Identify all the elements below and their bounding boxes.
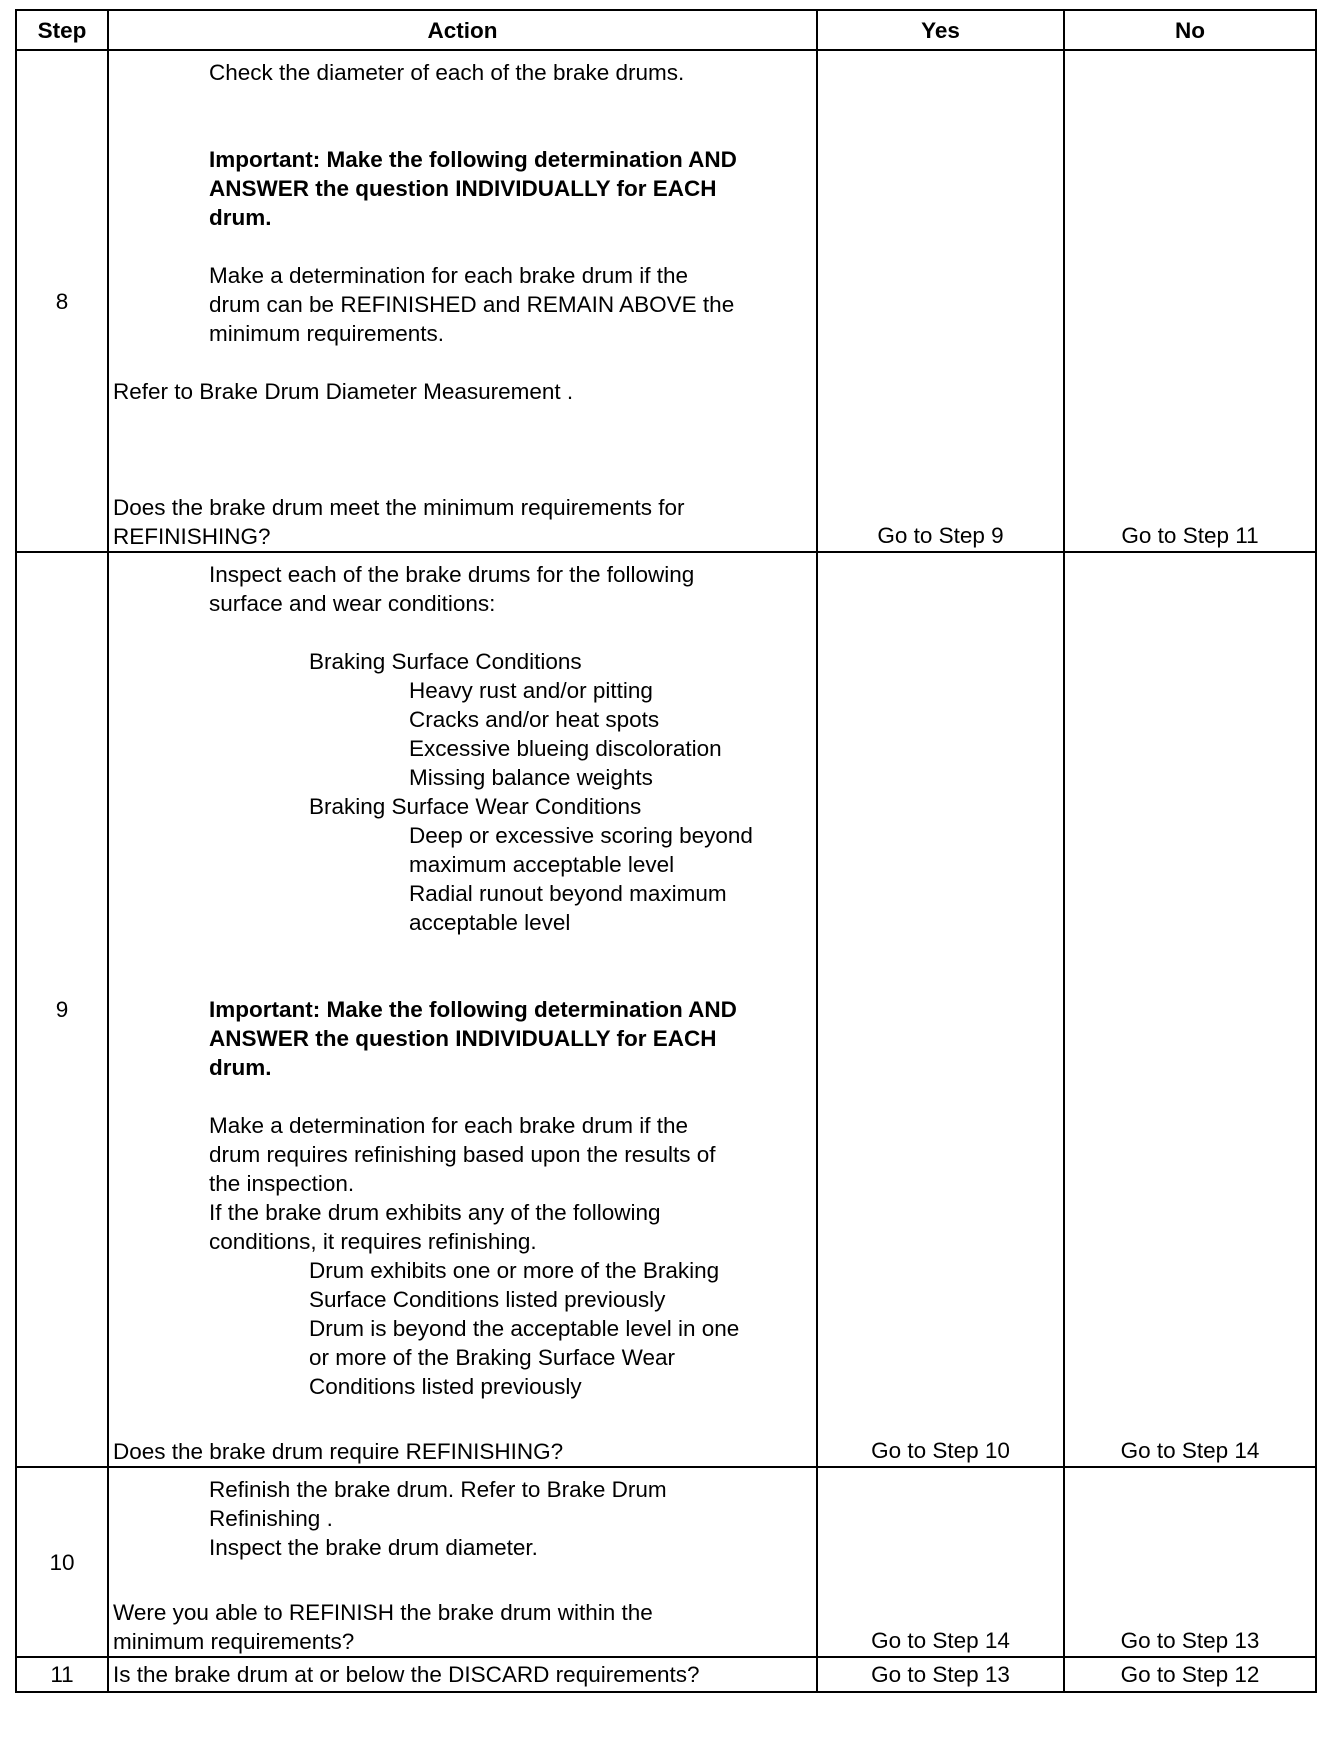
table-row-step-10 — [16, 1467, 1316, 1657]
action-text: If the brake drum exhibits any of the following — [209, 1200, 661, 1225]
condition-heading: Braking Surface Conditions — [309, 649, 582, 674]
header-action: Action — [108, 10, 817, 50]
list-item: or more of the Braking Surface Wear — [309, 1345, 675, 1370]
action-text: minimum requirements. — [209, 321, 445, 346]
list-item: maximum acceptable level — [409, 852, 675, 877]
action-cell — [108, 1467, 817, 1657]
action-text: conditions, it requires refinishing. — [209, 1229, 537, 1254]
action-text: Inspect the brake drum diameter. — [209, 1535, 538, 1560]
no-answer: Go to Step 14 — [1064, 552, 1316, 1467]
table-row-step-8 — [16, 50, 1316, 552]
header-no: No — [1064, 10, 1316, 50]
important-note: Important: Make the following determination AND — [209, 997, 737, 1022]
action-text: Refinishing . — [209, 1506, 333, 1531]
step-number: 11 — [16, 1657, 108, 1692]
table-row-step-11 — [16, 1657, 1316, 1692]
list-item: Excessive blueing discoloration — [409, 736, 722, 761]
list-item: Deep or excessive scoring beyond — [409, 823, 753, 848]
question-text: Were you able to REFINISH the brake drum within the — [113, 1600, 653, 1625]
reference-text: Refer to Brake Drum Diameter Measurement . — [113, 379, 574, 404]
list-item: Surface Conditions listed previously — [309, 1287, 666, 1312]
diagnostic-table — [15, 9, 1317, 1693]
action-cell — [108, 50, 817, 552]
yes-answer: Go to Step 9 — [817, 50, 1064, 552]
yes-answer: Go to Step 10 — [817, 552, 1064, 1467]
list-item: Radial runout beyond maximum — [409, 881, 727, 906]
important-note: drum. — [209, 1055, 272, 1080]
action-text: the inspection. — [209, 1171, 355, 1196]
list-item: Conditions listed previously — [309, 1374, 582, 1399]
question-text: REFINISHING? — [113, 524, 271, 549]
question-text: minimum requirements? — [113, 1629, 355, 1654]
action-text: Refinish the brake drum. Refer to Brake Drum — [209, 1477, 667, 1502]
action-text: Make a determination for each brake drum if the — [209, 263, 688, 288]
question-text: Does the brake drum meet the minimum requirements for — [113, 495, 685, 520]
header-yes: Yes — [817, 10, 1064, 50]
yes-answer: Go to Step 14 — [817, 1467, 1064, 1657]
no-answer: Go to Step 13 — [1064, 1467, 1316, 1657]
table-row-step-9 — [16, 552, 1316, 1467]
step-number: 8 — [16, 50, 108, 552]
list-item: Missing balance weights — [409, 765, 653, 790]
action-text: drum can be REFINISHED and REMAIN ABOVE the — [209, 292, 735, 317]
no-answer: Go to Step 11 — [1064, 50, 1316, 552]
yes-answer: Go to Step 13 — [817, 1657, 1064, 1692]
action-cell — [108, 1657, 817, 1692]
important-note: ANSWER the question INDIVIDUALLY for EACH — [209, 176, 717, 201]
list-item: Cracks and/or heat spots — [409, 707, 660, 732]
question-text: Does the brake drum require REFINISHING? — [113, 1439, 564, 1464]
action-text: Check the diameter of each of the brake drums. — [209, 60, 685, 85]
action-text: surface and wear conditions: — [209, 591, 496, 616]
question-text: Is the brake drum at or below the DISCARD requirements? — [113, 1662, 700, 1687]
list-item: Drum exhibits one or more of the Braking — [309, 1258, 720, 1283]
header-row — [16, 10, 1316, 50]
important-note: drum. — [209, 205, 272, 230]
list-item: Heavy rust and/or pitting — [409, 678, 653, 703]
list-item: Drum is beyond the acceptable level in one — [309, 1316, 740, 1341]
action-text: drum requires refinishing based upon the results of — [209, 1142, 716, 1167]
important-note: Important: Make the following determination AND — [209, 147, 737, 172]
header-step: Step — [16, 10, 108, 50]
action-text: Inspect each of the brake drums for the following — [209, 562, 695, 587]
condition-heading: Braking Surface Wear Conditions — [309, 794, 642, 819]
list-item: acceptable level — [409, 910, 571, 935]
action-text: Make a determination for each brake drum if the — [209, 1113, 688, 1138]
no-answer: Go to Step 12 — [1064, 1657, 1316, 1692]
step-number: 10 — [16, 1467, 108, 1657]
action-cell — [108, 552, 817, 1467]
step-number: 9 — [16, 552, 108, 1467]
important-note: ANSWER the question INDIVIDUALLY for EACH — [209, 1026, 717, 1051]
